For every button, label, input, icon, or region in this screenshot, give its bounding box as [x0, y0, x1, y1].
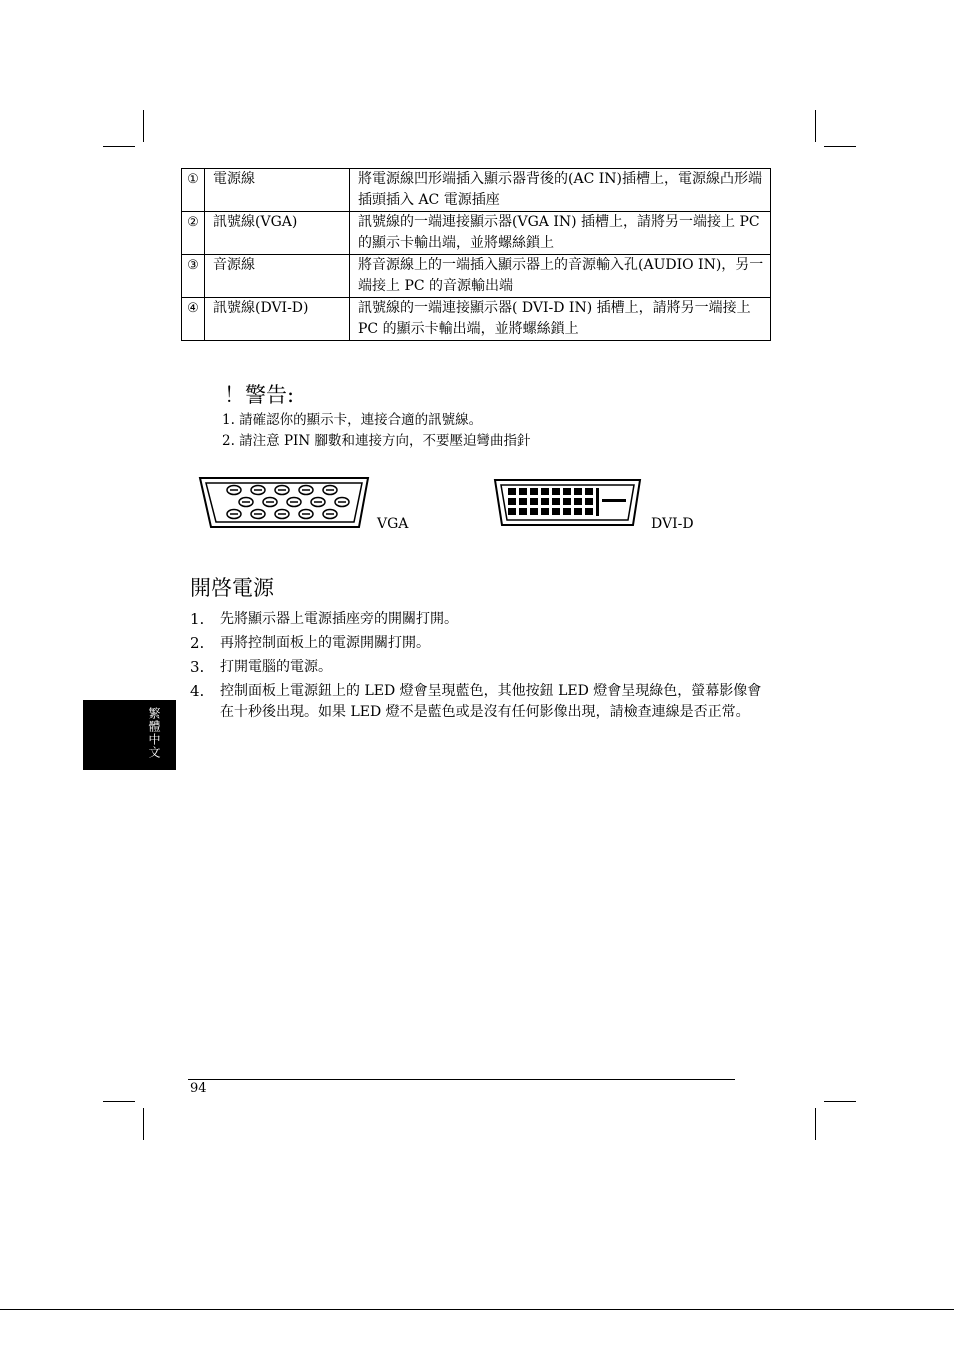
row-number: ③	[182, 255, 205, 298]
crop-mark	[103, 1101, 135, 1102]
cable-name: 訊號線(DVI-D)	[205, 298, 350, 341]
step-number: 2.	[190, 634, 205, 652]
cable-description: 訊號線的一端連接顯示器(VGA IN) 插槽上，請將另一端接上 PC 的顯示卡輸出端，並將螺絲鎖上	[350, 212, 771, 255]
steps-list	[190, 609, 770, 726]
vga-label: VGA	[377, 516, 409, 532]
language-tab	[83, 700, 176, 770]
cable-name: 訊號線(VGA)	[205, 212, 350, 255]
page-number: 94	[190, 1081, 207, 1096]
warning-title: ！警告:	[224, 383, 295, 407]
crop-mark	[143, 110, 144, 142]
step-number: 1.	[190, 610, 205, 628]
row-number: ④	[182, 298, 205, 341]
crop-mark	[815, 1108, 816, 1140]
step-text: 再將控制面板上的電源開關打開。	[220, 635, 430, 651]
list-item	[190, 657, 770, 678]
cable-description: 將電源線凹形端插入顯示器背後的(AC IN)插槽上，電源線凸形端插頭插入 AC 電源插座	[350, 169, 771, 212]
warning-item: 1. 請確認你的顯示卡，連接合適的訊號線。	[222, 412, 483, 428]
crop-mark	[143, 1108, 144, 1140]
list-item	[190, 681, 770, 723]
list-item	[190, 609, 770, 630]
crop-mark	[103, 146, 135, 147]
row-number: ②	[182, 212, 205, 255]
step-text: 打開電腦的電源。	[220, 659, 332, 675]
crop-mark	[824, 146, 856, 147]
warning-list	[222, 410, 530, 452]
table-row	[182, 255, 771, 298]
cable-description: 將音源線上的一端插入顯示器上的音源輸入孔(AUDIO IN)，另一端接上 PC 的音源輸出端	[350, 255, 771, 298]
table-row	[182, 169, 771, 212]
step-text: 控制面板上電源鈕上的 LED 燈會呈現藍色，其他按鈕 LED 燈會呈現綠色，螢幕影像會在十秒後出現。如果 LED 燈不是藍色或是沒有任何影像出現，請檢查連線是否正常。	[220, 683, 762, 720]
cable-name: 電源線	[205, 169, 350, 212]
page-edge-rule	[0, 1309, 954, 1310]
step-number: 3.	[190, 658, 205, 676]
table-row	[182, 212, 771, 255]
dvi-label: DVI-D	[651, 516, 694, 532]
crop-mark	[824, 1101, 856, 1102]
row-number: ①	[182, 169, 205, 212]
warning-item: 2. 請注意 PIN 腳數和連接方向，不要壓迫彎曲指針	[222, 433, 531, 449]
section-title: 開啓電源	[190, 576, 274, 600]
list-item	[190, 633, 770, 654]
footer-rule	[188, 1079, 735, 1080]
language-tab-label: 繁體中文	[147, 707, 161, 759]
connection-table	[181, 168, 771, 341]
table-row	[182, 298, 771, 341]
vga-connector-icon	[196, 475, 374, 531]
crop-mark	[815, 110, 816, 142]
dvi-connector-icon	[492, 477, 644, 529]
cable-description: 訊號線的一端連接顯示器( DVI-D IN) 插槽上，請將另一端接上 PC 的顯示卡輸出端，並將螺絲鎖上	[350, 298, 771, 341]
cable-name: 音源線	[205, 255, 350, 298]
step-number: 4.	[190, 682, 205, 700]
step-text: 先將顯示器上電源插座旁的開關打開。	[220, 611, 458, 627]
